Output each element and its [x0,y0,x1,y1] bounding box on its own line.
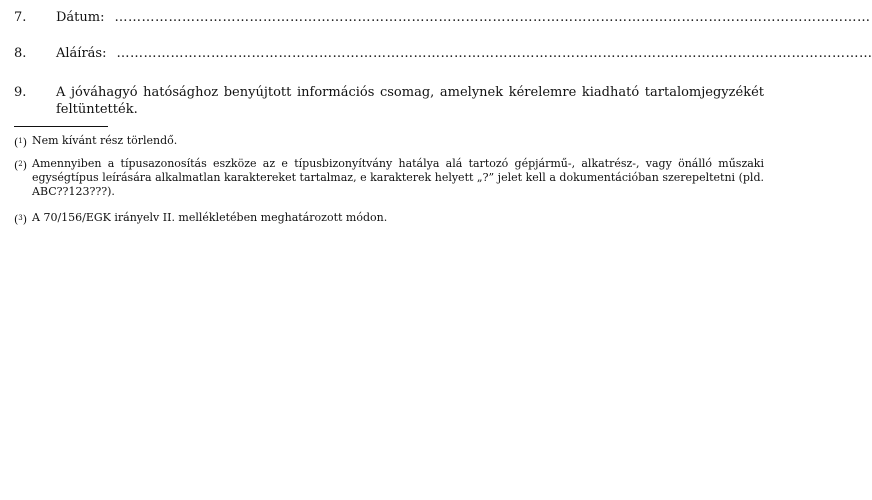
footnote-3 [14,211,764,227]
signature-fill-line: …………………………………………………………………………………………………………………………………………………… [116,46,872,61]
item-9-text: A jóváhagyó hatósághoz benyújtott információs csomag, amelynek kérelemre kiadható tartalomjegyzékét feltüntették. [56,85,764,117]
field-label-signature: Aláírás: [56,46,107,61]
footnote-separator [14,126,108,127]
field-number: 8. [14,46,27,61]
footnote-2 [14,157,764,199]
footnote-1 [14,134,764,150]
footnote-text: Nem kívánt rész törlendő. [32,134,178,147]
footnote-marker: ($^1$) [14,136,28,149]
item-number: 9. [14,85,27,100]
field-number: 7. [14,10,27,25]
date-fill-line: …………………………………………………………………………………………………………………………………………………… [114,10,871,25]
field-date [14,10,871,26]
footnote-text: A 70/156/EGK irányelv II. mellékletében meghatározott módon. [32,211,388,224]
field-label-date: Dátum: [56,10,105,25]
footnote-marker: ($^3$) [14,213,28,226]
item-9 [14,84,764,118]
field-signature [14,46,872,62]
footnote-marker: ($^2$) [14,159,28,172]
footnote-text: Amennyiben a típusazonosítás eszköze az e típusbizonyítvány hatálya alá tartozó gépjármű-, alkatrész-, vagy önálló műszaki egységtípus leírására alkalmatlan karaktereket tartalmaz, e karakterek helyett „?” jelet kell a dokumentációban szerepeltetni (pld. ABC??123???). [32,157,764,198]
